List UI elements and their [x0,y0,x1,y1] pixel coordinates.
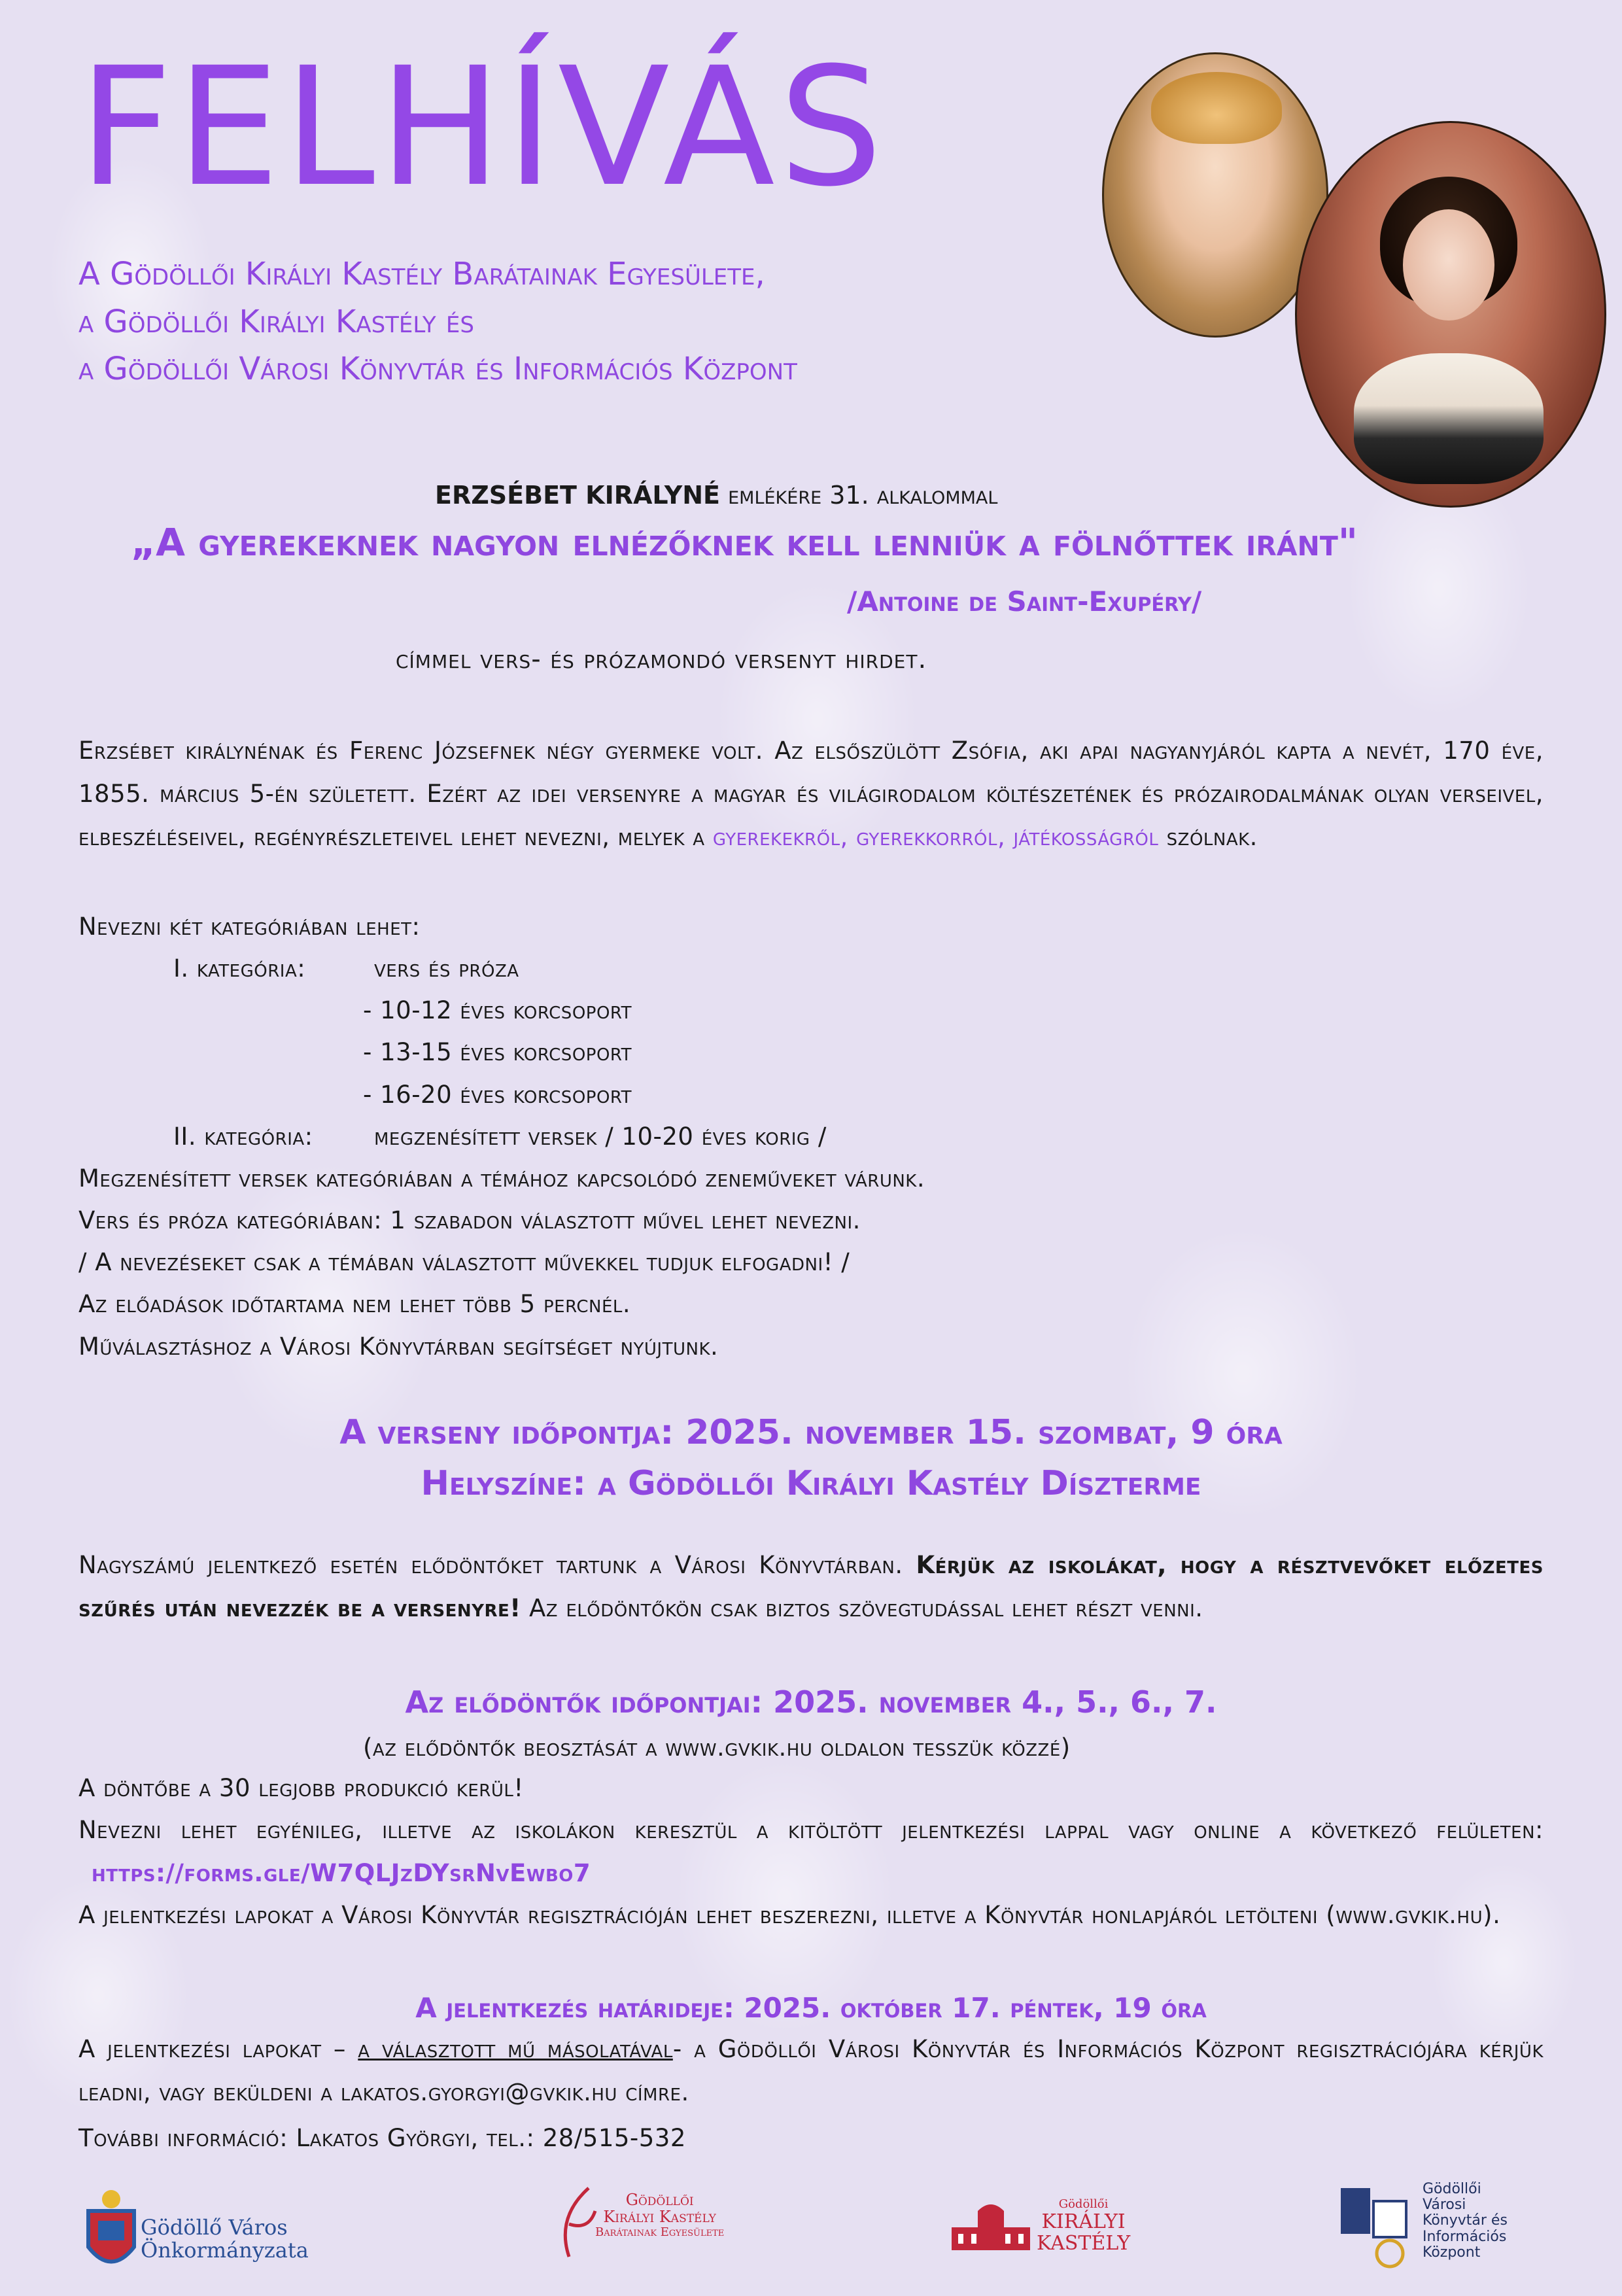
castle-building-icon [948,2198,1033,2257]
registration-forms: A jelentkezési lapokat a Városi Könyvtár regisztrációján lehet beszerezni, illetve a Könyvtár honlapjáról letölteni (www.gvkik.hu). [78,1901,1501,1929]
friends-logo-line-2: Királyi Kastély [603,2208,716,2227]
submit-start: A jelentkezési lapokat – [78,2035,346,2063]
library-logo-line-4: Információs [1423,2228,1507,2245]
library-logo-line-1: Gödöllői [1423,2181,1481,2197]
prelims-note: (az elődöntők beosztását a www.gvkik.hu oldalon tesszük közzé) [363,1733,1071,1762]
registration-how-paragraph [78,1809,1544,1895]
category-1-label: I. kategória: [173,954,306,983]
event-venue: Helyszíne: a Gödöllői Királyi Kastély Díszterme [421,1464,1201,1503]
friends-logo [543,2178,818,2276]
category-2-name: megzenésített versek / 10-20 éves korig / [374,1122,827,1151]
age-group-1: - 10-12 éves korcsoport [363,996,632,1024]
empress-face-shape [1403,209,1494,321]
rule-3: / A nevezéseket csak a témában választott művekkel tudjuk elfogadni! / [78,1248,850,1276]
announcement-line: címmel vers- és prózamondó versenyt hirdet. [396,644,927,674]
city-logo-line-1: Gödöllő Város [141,2215,288,2240]
description-text: Erzsébet királynénak és Ferenc Józsefnek négy gyermeke volt. Az elsőszülött Zsófia, aki apai nagyanyjáról kapta a nevét, 170 éve, 1855. március 5-én született. Ezért az idei versenyre a magyar és világirodalom költészetének és prózairodalmának olyan verseivel, elbeszéléseivel, regényrészleteivel lehet nevezni, melyek a [78,737,1544,851]
rule-4: Az előadások időtartama nem lehet több 5 percnél. [78,1290,631,1318]
registration-how: Nevezni lehet egyénileg, illetve az iskolákon keresztül a kitöltött jelentkezési lappal vagy online a következő felületen: [78,1816,1544,1844]
library-logo-line-3: Könyvtár és [1423,2212,1508,2229]
organizer-line-1: A Gödöllői Királyi Kastély Barátainak Egyesülete, [78,256,765,292]
prelims-paragraph [78,1544,1544,1630]
city-logo-line-2: Önkormányzata [141,2238,309,2263]
organizer-line-2: a Gödöllői Királyi Kastély és [78,304,474,340]
registration-deadline: A jelentkezés határideje: 2025. október 17. péntek, 19 óra [415,1992,1207,2024]
friends-logo-line-1: Gödöllői [625,2191,694,2209]
library-logo [1337,2175,1553,2283]
registration-link[interactable]: https://forms.gle/W7QLJzDYsrNvEwbo7 [92,1859,591,1887]
city-crest-icon [75,2185,147,2283]
anniversary-text: emlékére 31. alkalommal [728,481,998,510]
castle-logo-line-2: KIRÁLYI [1041,2210,1126,2233]
intro-line [435,481,997,510]
castle-logo-line-1: Gödöllői [1058,2197,1109,2211]
prelims-text-end: Az elődöntőkön csak biztos szövegtudással lehet részt venni. [528,1594,1203,1622]
final-info: A döntőbe a 30 legjobb produkció kerül! [78,1774,524,1802]
event-date: A verseny időpontja: 2025. november 15. szombat, 9 óra [339,1413,1283,1452]
library-logo-line-5: Központ [1423,2244,1481,2261]
contact-info: További információ: Lakatos Györgyi, tel.: 28/515-532 [78,2124,686,2152]
motto-quote: „A gyerekeknek nagyon elnézőknek kell lenniük a fölnőttek iránt" [131,520,1358,565]
empress-dress-shape [1354,353,1544,484]
rule-2: Vers és próza kategóriában: 1 szabadon választott művel lehet nevezni. [78,1206,861,1234]
category-1-name: vers és próza [374,954,519,983]
castle-logo-line-3: KASTÉLY [1037,2231,1131,2255]
child-hair-shape [1151,72,1282,144]
city-logo [75,2185,350,2283]
friends-logo-line-3: Barátainak Egyesülete [595,2225,725,2239]
organizer-line-3: a Gödöllői Városi Könyvtár és Információs Központ [78,351,797,387]
castle-logo [948,2178,1164,2276]
submit-end: - a Gödöllői Városi Könyvtár és Információs Központ regisztrációjára kérjük leadni, vagy beküldeni a lakatos.gyorgyi@gvkik.hu címre. [78,2035,1544,2106]
category-2-label: II. kategória: [173,1122,313,1151]
library-logo-line-2: Városi [1423,2197,1466,2214]
rule-1: Megzenésített versek kategóriában a témához kapcsolódó zeneműveket várunk. [78,1164,925,1192]
quote-author: /Antoine de Saint-Exupéry/ [847,585,1202,617]
categories-intro: Nevezni két kategóriában lehet: [78,913,421,941]
prelims-text-bold: Kérjük az iskolákat, hogy a résztvevőket előzetes szűrés után nevezzék be a versenyre! [78,1551,1544,1622]
submit-paragraph [78,2028,1544,2114]
description-paragraph [78,729,1544,859]
friends-emblem-icon [543,2185,602,2263]
queen-name: ERZSÉBET KIRÁLYNÉ [435,481,720,510]
prelims-text-start: Nagyszámú jelentkező esetén elődöntőket tartunk a Városi Könyvtárban. [78,1551,903,1579]
rule-5: Műválasztáshoz a Városi Könyvtárban segítséget nyújtunk. [78,1332,719,1361]
page-title: FELHÍVÁS [78,32,887,222]
age-group-2: - 13-15 éves korcsoport [363,1038,632,1066]
description-tail: szólnak. [1166,823,1258,851]
prelims-dates: Az elődöntők időpontjai: 2025. november 4., 5., 6., 7. [405,1684,1217,1720]
description-themes: gyerekekről, gyerekkorról, játékosságról [712,823,1159,851]
submit-underline: a választott mű másolatával [358,2035,673,2063]
age-group-3: - 16-20 éves korcsoport [363,1081,632,1109]
library-book-icon [1337,2182,1416,2273]
